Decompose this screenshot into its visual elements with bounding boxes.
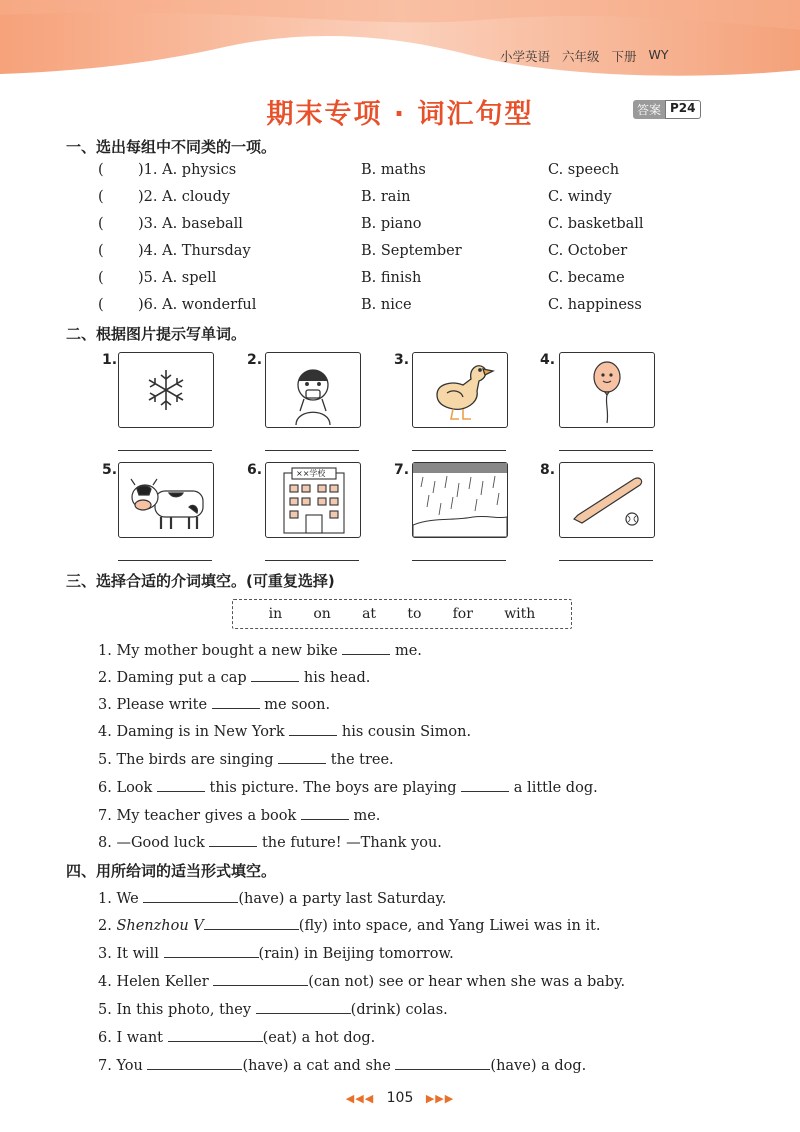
item-option-b: B. finish	[361, 270, 422, 286]
answer-line[interactable]	[559, 450, 653, 451]
question-text: 8. —Good luck	[98, 835, 210, 851]
page-number: 105	[386, 1090, 414, 1106]
question	[98, 915, 600, 934]
question	[98, 694, 330, 713]
picture-frame	[412, 352, 508, 428]
item-option-c: C. basketball	[548, 216, 644, 232]
answer-blank[interactable]	[204, 915, 299, 930]
section2-heading: 二、根据图片提示写单词。	[66, 325, 247, 343]
duck-icon	[413, 353, 507, 427]
edition-label: WY	[648, 47, 669, 62]
item-option-c: C. speech	[548, 162, 620, 178]
question-text: the tree.	[326, 752, 394, 768]
item-option-c: C. became	[548, 270, 625, 286]
item-option-a: )3. A. baseball	[138, 216, 243, 232]
page-title: 期末专项 · 词汇句型	[266, 99, 534, 130]
item-option-a: )6. A. wonderful	[138, 297, 257, 313]
question-text: this picture. The boys are playing	[204, 780, 462, 796]
question-text: 2.	[98, 918, 117, 934]
picture-number: 3.	[394, 352, 410, 368]
question-text: 5. In this photo, they	[98, 1002, 256, 1018]
question-text: 7. You	[98, 1058, 148, 1074]
word-bank-item: in	[268, 606, 283, 622]
answer-line[interactable]	[118, 450, 212, 451]
picture-number: 4.	[540, 352, 556, 368]
question-text: 3. Please write	[98, 697, 212, 713]
question-text: 5. The birds are singing	[98, 752, 279, 768]
word-bank-item: for	[452, 606, 473, 622]
section1-heading: 一、选出每组中不同类的一项。	[66, 138, 277, 156]
section4-heading: 四、用所给词的适当形式填空。	[66, 862, 277, 880]
word-bank-item: to	[407, 606, 422, 622]
question-text: (have) a cat and she	[242, 1058, 396, 1074]
question-text: 6. Look	[98, 780, 157, 796]
question-text: (eat) a hot dog.	[262, 1030, 376, 1046]
answer-line[interactable]	[559, 560, 653, 561]
item-option-a: )4. A. Thursday	[138, 243, 251, 259]
balloon-icon	[560, 353, 654, 427]
question	[98, 999, 448, 1018]
question-text: a little dog.	[509, 780, 598, 796]
answer-blank[interactable]	[395, 1055, 490, 1070]
list-item	[0, 270, 800, 292]
volume-label: 下册	[611, 49, 637, 64]
list-item	[0, 297, 800, 319]
cow-icon	[119, 463, 213, 537]
answer-bracket: (	[98, 297, 104, 313]
picture-frame	[118, 352, 214, 428]
answer-line[interactable]	[412, 560, 506, 561]
item-option-b: B. nice	[361, 297, 412, 313]
item-option-b: B. September	[361, 243, 462, 259]
question-text: his cousin Simon.	[337, 724, 472, 740]
school-sign: ××学校	[296, 469, 326, 478]
item-option-b: B. piano	[361, 216, 422, 232]
question-text: 2. Daming put a cap	[98, 670, 252, 686]
list-item	[0, 216, 800, 238]
answer-line[interactable]	[412, 450, 506, 451]
picture-frame	[559, 462, 655, 538]
prev-arrows-icon: ◀◀◀	[345, 1092, 375, 1105]
answer-blank[interactable]	[251, 667, 299, 682]
question-text: (drink) colas.	[350, 1002, 448, 1018]
question	[98, 832, 442, 851]
answer-blank[interactable]	[301, 805, 349, 820]
question	[98, 805, 380, 824]
question-text: 1. My mother bought a new bike	[98, 643, 343, 659]
word-bank-item: on	[313, 606, 331, 622]
question	[98, 777, 598, 796]
question-text: me.	[390, 643, 422, 659]
picture-frame	[559, 352, 655, 428]
question-text: 7. My teacher gives a book	[98, 808, 301, 824]
answer-blank[interactable]	[164, 943, 259, 958]
answer-line[interactable]	[265, 450, 359, 451]
question-text: (have) a party last Saturday.	[238, 891, 447, 907]
next-arrows-icon: ▶▶▶	[425, 1092, 455, 1105]
item-option-b: B. maths	[361, 162, 426, 178]
question-text: the future! —Thank you.	[257, 835, 442, 851]
section3-heading: 三、选择合适的介词填空。(可重复选择)	[66, 572, 335, 590]
question-text: (rain) in Beijing tomorrow.	[258, 946, 454, 962]
question	[98, 971, 625, 990]
item-option-c: C. happiness	[548, 297, 642, 313]
answer-label: 答案	[633, 100, 665, 119]
item-option-a: )5. A. spell	[138, 270, 217, 286]
answer-blank[interactable]	[147, 1055, 242, 1070]
picture-number: 1.	[102, 352, 118, 368]
picture-frame	[265, 352, 361, 428]
answer-blank[interactable]	[256, 999, 351, 1014]
question-text: (can not) see or hear when she was a baby.	[308, 974, 626, 990]
answer-bracket: (	[98, 189, 104, 205]
question-text: me.	[348, 808, 381, 824]
question	[98, 749, 394, 768]
answer-blank[interactable]	[461, 777, 509, 792]
question	[98, 888, 446, 907]
answer-bracket: (	[98, 270, 104, 286]
item-option-b: B. rain	[361, 189, 411, 205]
page-footer	[0, 1090, 800, 1106]
answer-blank[interactable]	[212, 694, 260, 709]
picture-number: 6.	[247, 462, 263, 478]
rain-icon	[413, 463, 507, 537]
answer-blank[interactable]	[168, 1027, 263, 1042]
question-text: (have) a dog.	[490, 1058, 587, 1074]
answer-bracket: (	[98, 243, 104, 259]
item-option-c: C. October	[548, 243, 628, 259]
question-text: 4. Daming is in New York	[98, 724, 290, 740]
spacecraft-name: Shenzhou V	[116, 918, 204, 934]
item-option-a: )1. A. physics	[138, 162, 237, 178]
answer-blank[interactable]	[278, 749, 326, 764]
subject-label: 小学英语	[500, 49, 551, 64]
question-text: 4. Helen Keller	[98, 974, 214, 990]
question	[98, 1027, 375, 1046]
list-item	[0, 243, 800, 265]
question-text: (fly) into space, and Yang Liwei was in it.	[298, 918, 601, 934]
header-banner	[0, 0, 800, 90]
question-text: me soon.	[259, 697, 331, 713]
answer-bracket: (	[98, 162, 104, 178]
picture-number: 7.	[394, 462, 410, 478]
question-text: 3. It will	[98, 946, 164, 962]
answer-reference	[633, 100, 701, 119]
question-text: 1. We	[98, 891, 144, 907]
list-item	[0, 162, 800, 184]
answer-line[interactable]	[118, 560, 212, 561]
question	[98, 667, 370, 686]
word-bank	[232, 599, 572, 629]
word-bank-item: with	[504, 606, 536, 622]
snowflake-icon	[119, 353, 213, 427]
answer-blank[interactable]	[342, 640, 390, 655]
list-item	[0, 189, 800, 211]
question-text: 6. I want	[98, 1030, 168, 1046]
answer-blank[interactable]	[143, 888, 238, 903]
answer-bracket: (	[98, 216, 104, 232]
answer-blank[interactable]	[213, 971, 308, 986]
header-meta	[500, 47, 730, 65]
grade-label: 六年级	[562, 49, 600, 64]
question	[98, 1055, 586, 1074]
question-text: his head.	[299, 670, 371, 686]
picture-number: 2.	[247, 352, 263, 368]
answer-blank[interactable]	[289, 721, 337, 736]
question	[98, 721, 471, 740]
item-option-a: )2. A. cloudy	[138, 189, 231, 205]
word-bank-item: at	[362, 606, 377, 622]
sick-boy-icon	[266, 353, 360, 427]
picture-number: 8.	[540, 462, 556, 478]
picture-frame	[265, 462, 361, 538]
picture-number: 5.	[102, 462, 118, 478]
picture-frame	[118, 462, 214, 538]
picture-frame	[412, 462, 508, 538]
answer-blank[interactable]	[209, 832, 257, 847]
baseball-bat-icon	[560, 463, 654, 537]
question	[98, 943, 454, 962]
item-option-c: C. windy	[548, 189, 612, 205]
question	[98, 640, 422, 659]
answer-line[interactable]	[265, 560, 359, 561]
answer-page: P24	[665, 100, 701, 119]
answer-blank[interactable]	[157, 777, 205, 792]
